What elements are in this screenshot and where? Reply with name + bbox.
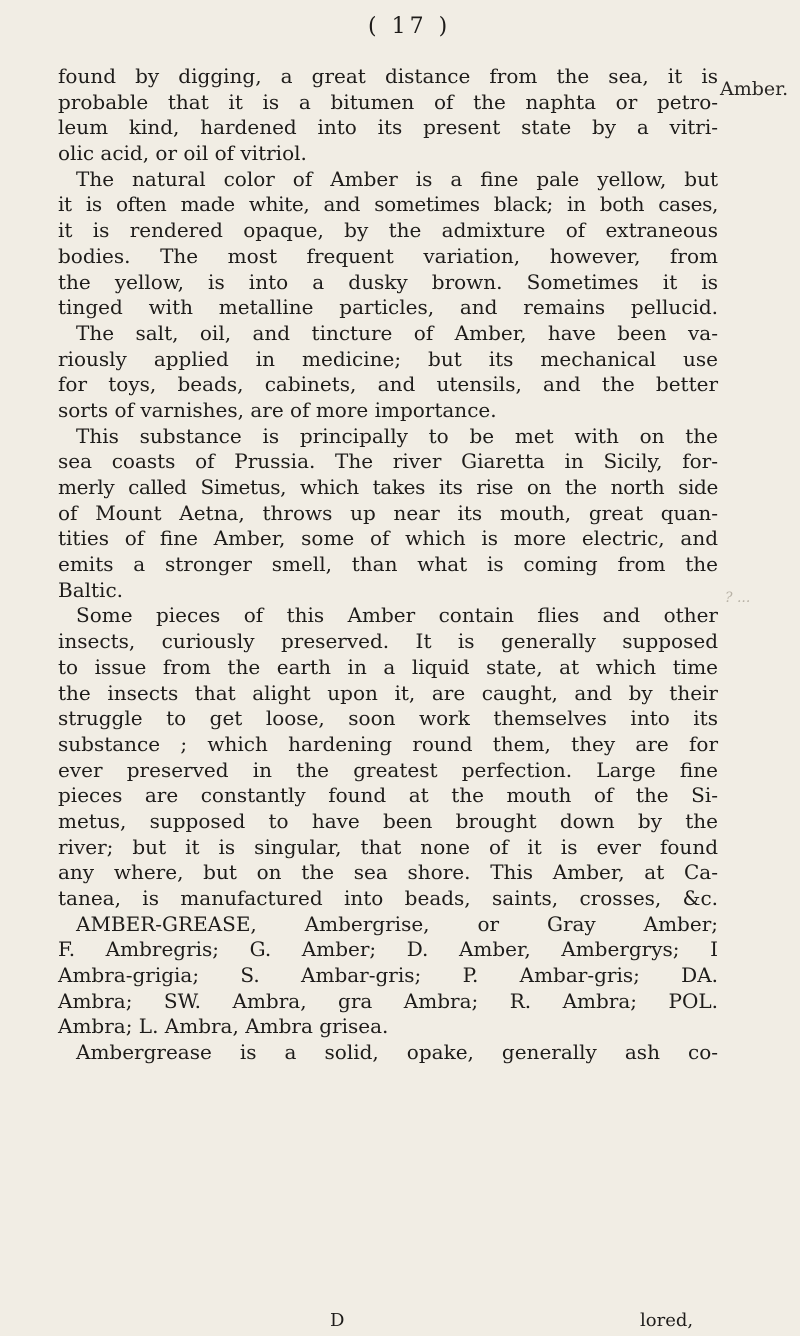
text-line: struggle to get loose, soon work themselves into its — [58, 706, 718, 731]
faint-margin-mark: ? ... — [725, 590, 751, 606]
entry-heading-amber-grease: AMBER-GREASE, Ambergrise, or Gray Amber; — [76, 911, 718, 936]
text-line: the insects that alight upon it, are caught, and by their — [58, 680, 718, 705]
paragraph-start: Some pieces of this Amber contain flies and other — [76, 603, 718, 628]
text-line: river; but it is singular, that none of it is ever found — [58, 834, 718, 859]
margin-note-amber: Amber. — [720, 78, 789, 100]
text-line: olic acid, or oil of vitriol. — [58, 141, 307, 166]
paragraph-start: The salt, oil, and tincture of Amber, have been va- — [76, 320, 718, 345]
synonyms-line: Ambra; SW. Ambra, gra Ambra; R. Ambra; POL. — [58, 988, 718, 1013]
text-line: pieces are constantly found at the mouth of the Si- — [58, 783, 718, 808]
text-line: it is often made white, and sometimes black; in both cases, — [58, 192, 718, 217]
text-line: any where, but on the sea shore. This Amber, at Ca- — [58, 860, 718, 885]
catchword: lored, — [640, 1310, 694, 1331]
paragraph-start: The natural color of Amber is a fine pale yellow, but — [76, 166, 718, 191]
synonyms-line: F. Ambregris; G. Amber; D. Amber, Ambergrys; I — [58, 937, 718, 962]
text-line: to issue from the earth in a liquid state, at which time — [58, 654, 718, 679]
text-line: found by digging, a great distance from the sea, it is — [58, 64, 718, 88]
text-line: bodies. The most frequent variation, however, from — [58, 243, 718, 268]
text-line: leum kind, hardened into its present state by a vitri- — [58, 115, 718, 140]
synonyms-line: Ambra-grigia; S. Ambar-gris; P. Ambar-gris; DA. — [58, 963, 718, 988]
text-line: tanea, is manufactured into beads, saints, crosses, &c. — [58, 886, 718, 910]
text-line: tities of fine Amber, some of which is more electric, and — [58, 526, 718, 551]
text-line: emits a stronger smell, than what is coming from the — [58, 552, 718, 577]
page-number: ( 17 ) — [368, 14, 452, 39]
text-line: substance ; which hardening round them, they are for — [58, 731, 718, 756]
text-line: tinged with metalline particles, and remains pellucid. — [58, 295, 718, 320]
signature-mark: D — [330, 1310, 345, 1331]
text-line: sea coasts of Prussia. The river Giaretta in Sicily, for- — [58, 449, 718, 474]
text-line: sorts of varnishes, are of more importance. — [58, 397, 497, 422]
paragraph-start: Ambergrease is a solid, opake, generally ash co- — [76, 1040, 718, 1065]
text-line: riously applied in medicine; but its mechanical use — [58, 346, 718, 371]
text-line: Baltic. — [58, 577, 124, 602]
text-line: merly called Simetus, which takes its rise on the north side — [58, 475, 718, 499]
synonyms-line: Ambra; L. Ambra, Ambra grisea. — [58, 1014, 389, 1039]
text-line: it is rendered opaque, by the admixture of extraneous — [58, 218, 718, 243]
paragraph-start: This substance is principally to be met with on the — [76, 423, 718, 448]
body-text — [58, 64, 718, 1066]
text-line: the yellow, is into a dusky brown. Sometimes it is — [58, 269, 718, 294]
text-line: for toys, beads, cabinets, and utensils, and the better — [58, 372, 718, 397]
text-line: probable that it is a bitumen of the naphta or petro- — [58, 89, 718, 114]
text-line: ever preserved in the greatest perfection. Large fine — [58, 757, 718, 782]
text-line: of Mount Aetna, throws up near its mouth, great quan- — [58, 500, 718, 525]
text-line: insects, curiously preserved. It is generally supposed — [58, 629, 718, 654]
text-line: metus, supposed to have been brought down by the — [58, 808, 718, 833]
